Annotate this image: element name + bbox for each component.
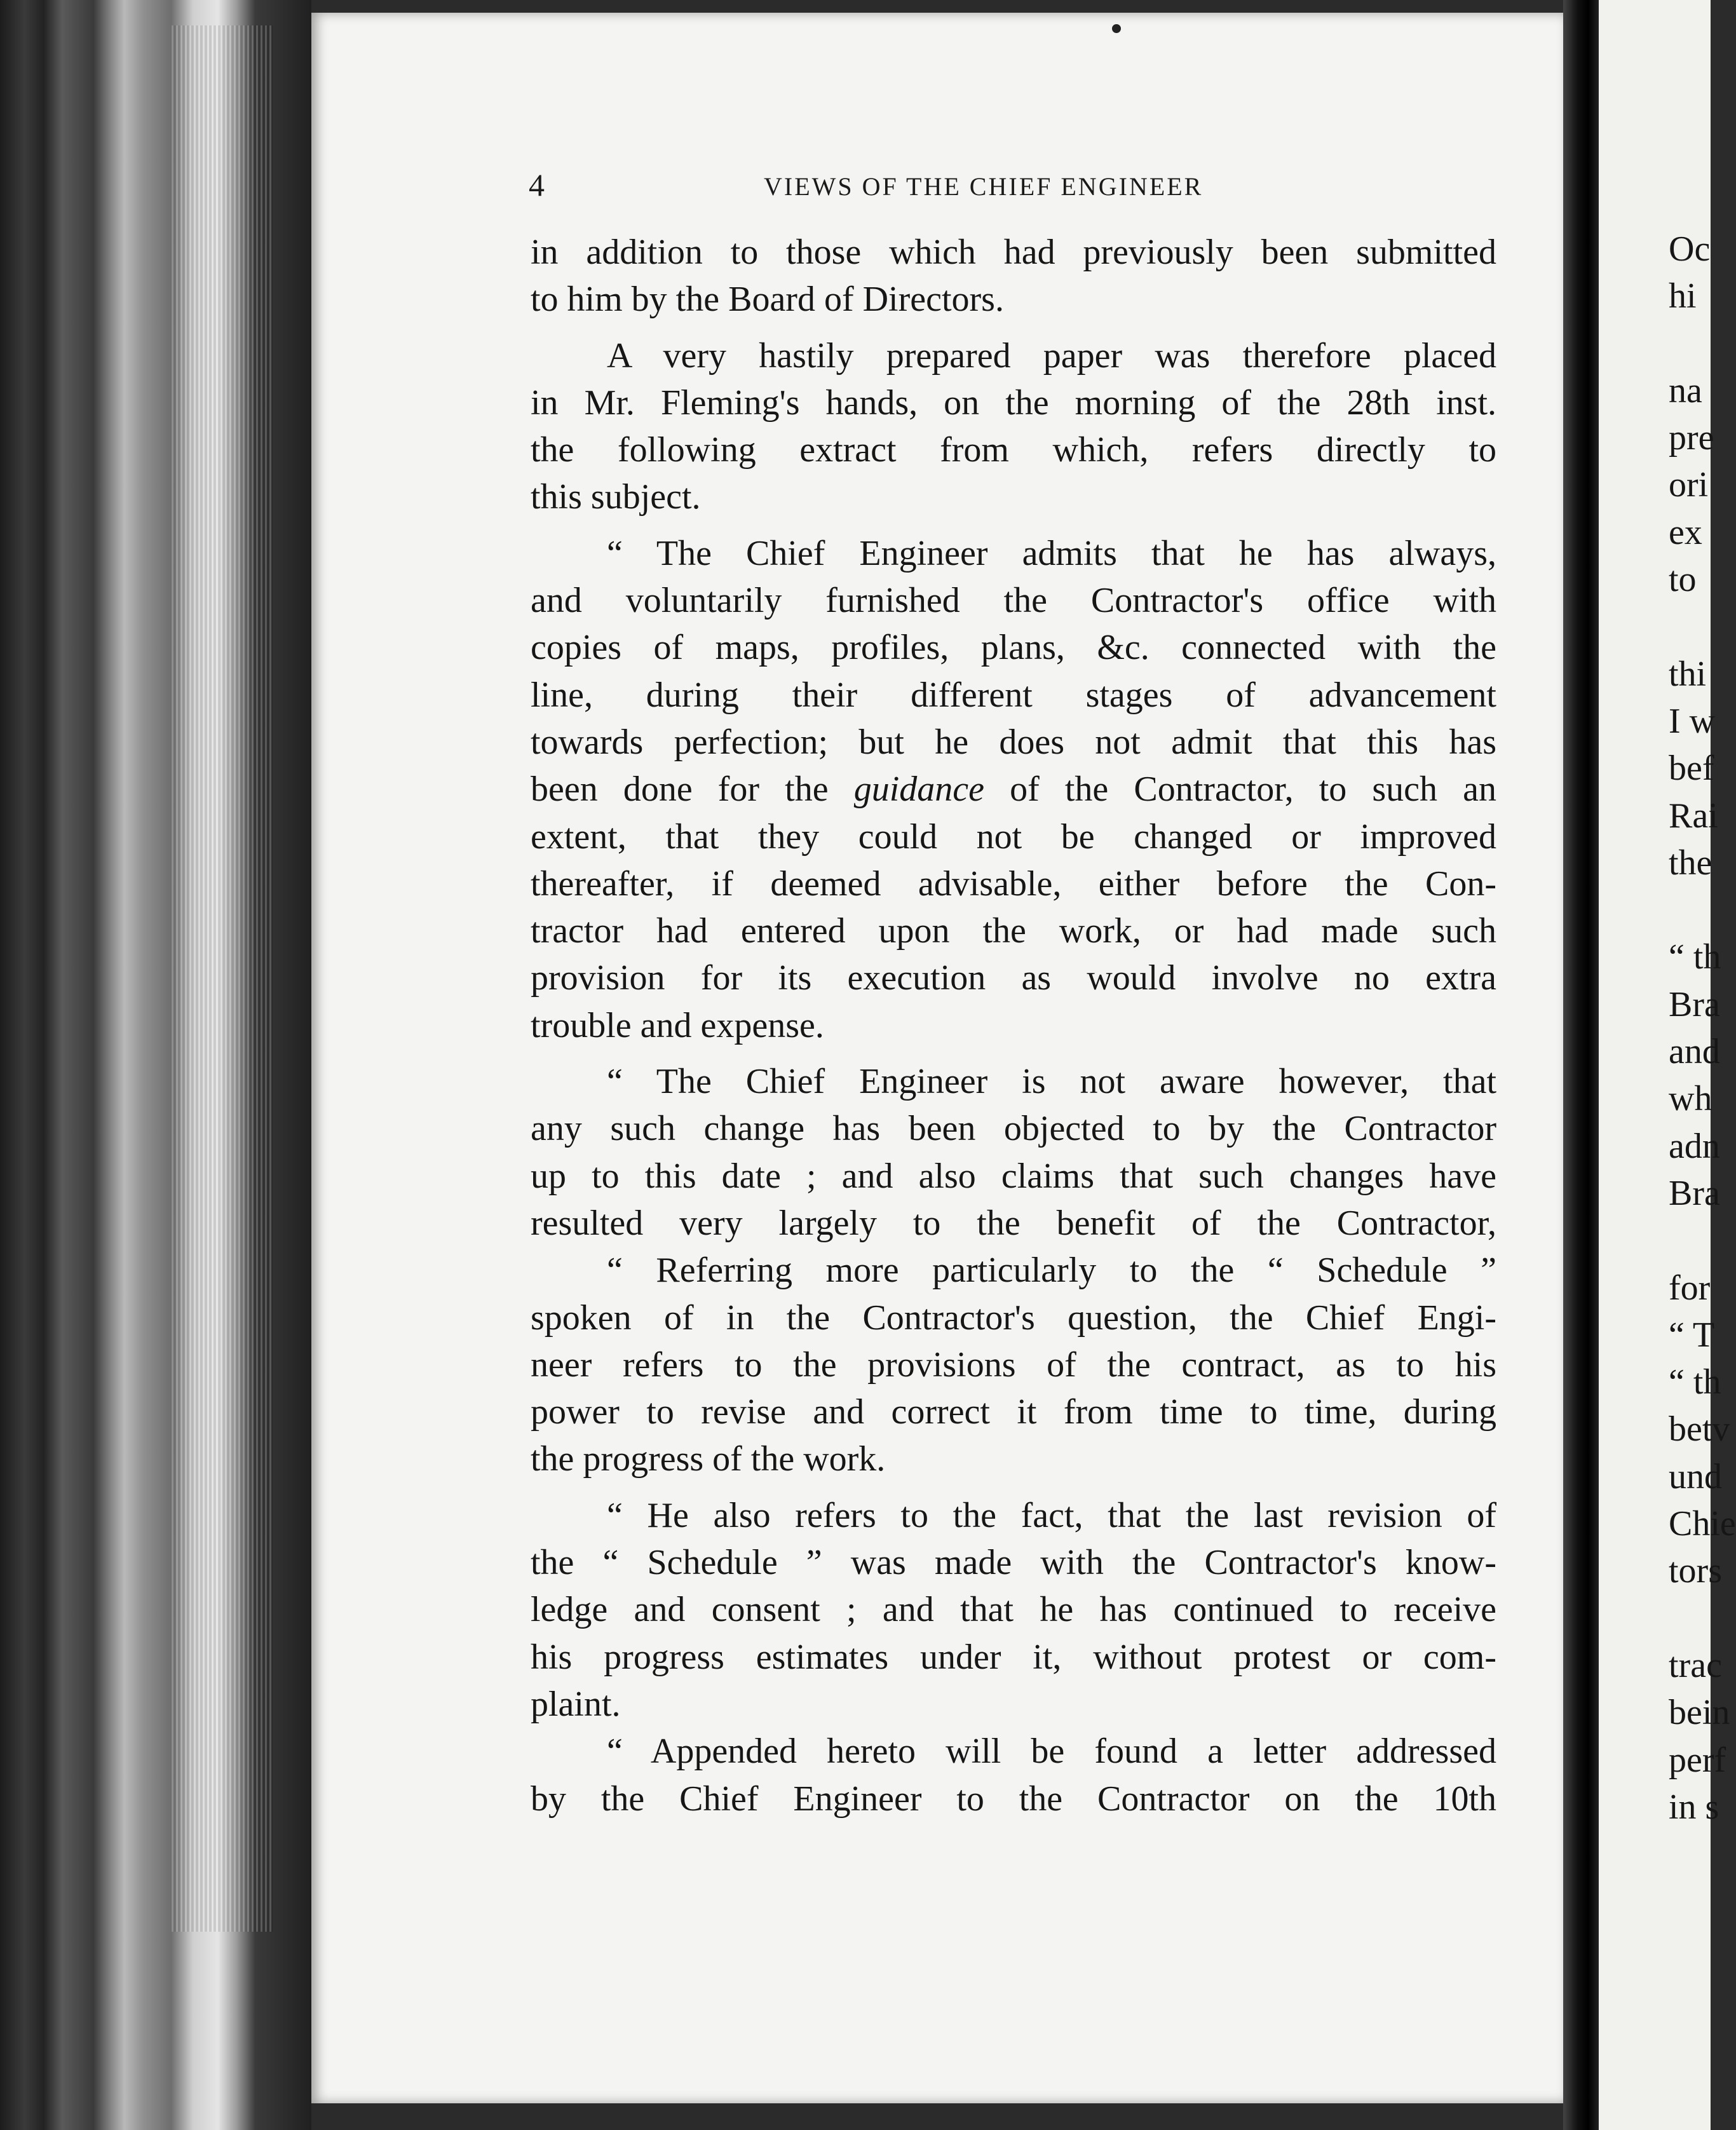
facing-page-text: [1669, 226, 1736, 1831]
text-line: copies of maps, profiles, plans, &c. connected with the: [531, 628, 1496, 668]
facing-line: und: [1669, 1456, 1722, 1496]
text-line: “ The Chief Engineer is not aware however, that: [607, 1062, 1496, 1102]
text-line: trouble and expense.: [531, 1005, 824, 1045]
facing-page: [1599, 0, 1736, 2130]
facing-line: na: [1669, 370, 1702, 410]
text-line: “ He also refers to the fact, that the last revision of: [607, 1495, 1496, 1535]
facing-line: and: [1669, 1032, 1720, 1072]
text-line: “ The Chief Engineer admits that he has always,: [607, 533, 1496, 573]
text-line: resulted very largely to the benefit of the Contractor,: [531, 1203, 1496, 1243]
text-line: thereafter, if deemed advisable, either before the Con-: [531, 864, 1496, 904]
facing-line: pre: [1669, 418, 1714, 458]
text-line: towards perfection; but he does not admit that this has: [531, 722, 1496, 762]
text-line: ledge and consent ; and that he has continued to receive: [531, 1590, 1496, 1630]
text-line: in Mr. Fleming's hands, on the morning of the 28th inst.: [531, 383, 1496, 423]
text-line: the progress of the work.: [531, 1439, 886, 1479]
facing-line: bein: [1669, 1693, 1730, 1733]
ink-dot: [1112, 24, 1121, 33]
facing-line: bef: [1669, 749, 1714, 789]
text-line: line, during their different stages of advancement: [531, 675, 1496, 715]
facing-line: betv: [1669, 1409, 1730, 1449]
text-line: extent, that they could not be changed or improved: [531, 817, 1496, 857]
text-line: any such change has been objected to by the Contractor: [531, 1109, 1496, 1149]
facing-line: “ th: [1669, 1362, 1721, 1402]
facing-line: ori: [1669, 465, 1709, 505]
text-line: “ Appended hereto will be found a letter addressed: [607, 1732, 1496, 1772]
facing-line: “ T: [1669, 1315, 1715, 1355]
text-line: this subject.: [531, 477, 701, 517]
text-line: provision for its execution as would involve no extra: [531, 958, 1496, 998]
facing-line: Bra: [1669, 1173, 1720, 1213]
facing-line: hi: [1669, 276, 1697, 316]
text-line: A very hastily prepared paper was therefore placed: [607, 336, 1496, 376]
page-edges: [172, 25, 273, 1932]
facing-line: Bra: [1669, 984, 1720, 1024]
facing-line: to: [1669, 560, 1697, 600]
running-head: VIEWS OF THE CHIEF ENGINEER: [764, 172, 1204, 201]
facing-line: Chie: [1669, 1504, 1736, 1544]
text-line: his progress estimates under it, without protest or com-: [531, 1637, 1496, 1677]
facing-line: for: [1669, 1268, 1711, 1308]
facing-line: perf: [1669, 1740, 1726, 1780]
facing-line: adn: [1669, 1126, 1720, 1166]
facing-line: ex: [1669, 512, 1702, 552]
text-line: power to revise and correct it from time to time, during: [531, 1392, 1496, 1432]
text-line: plaint.: [531, 1684, 621, 1724]
facing-line: trac: [1669, 1645, 1722, 1685]
facing-line: Oc: [1669, 229, 1711, 269]
page-number: 4: [529, 167, 545, 203]
facing-line: “ th: [1669, 937, 1721, 977]
text-line: “ Referring more particularly to the “ Schedule ”: [607, 1251, 1496, 1291]
text-line: in addition to those which had previously been submitted: [531, 233, 1496, 272]
text-fragment: of the Contractor, to such an: [984, 770, 1497, 810]
text-line: neer refers to the provisions of the contract, as to his: [531, 1345, 1496, 1385]
text-line: spoken of in the Contractor's question, the Chief Engi-: [531, 1298, 1496, 1338]
facing-line: I w: [1669, 701, 1716, 741]
text-fragment: been done for the: [531, 770, 854, 810]
text-line: to him by the Board of Directors.: [531, 280, 1004, 320]
emphasis-guidance: guidance: [853, 770, 984, 810]
text-line: the following extract from which, refers directly to: [531, 430, 1496, 470]
page-header: [529, 166, 1520, 205]
text-line: up to this date ; and also claims that such changes have: [531, 1156, 1496, 1196]
facing-line: Rai: [1669, 796, 1718, 836]
book-edge: [0, 0, 311, 2130]
body-text: [531, 229, 1496, 1822]
text-line: tractor had entered upon the work, or had made such: [531, 911, 1496, 951]
facing-line: in s: [1669, 1787, 1719, 1827]
text-line: and voluntarily furnished the Contractor's office with: [531, 581, 1496, 621]
facing-line: tors: [1669, 1551, 1722, 1591]
text-line: the “ Schedule ” was made with the Contractor's know-: [531, 1543, 1496, 1583]
text-line: by the Chief Engineer to the Contractor on the 10th: [531, 1779, 1496, 1819]
facing-line: wh: [1669, 1079, 1712, 1119]
book-gutter: [1563, 0, 1599, 2130]
text-line: [531, 766, 1496, 813]
facing-line: the: [1669, 843, 1712, 883]
facing-line: thi: [1669, 654, 1707, 694]
